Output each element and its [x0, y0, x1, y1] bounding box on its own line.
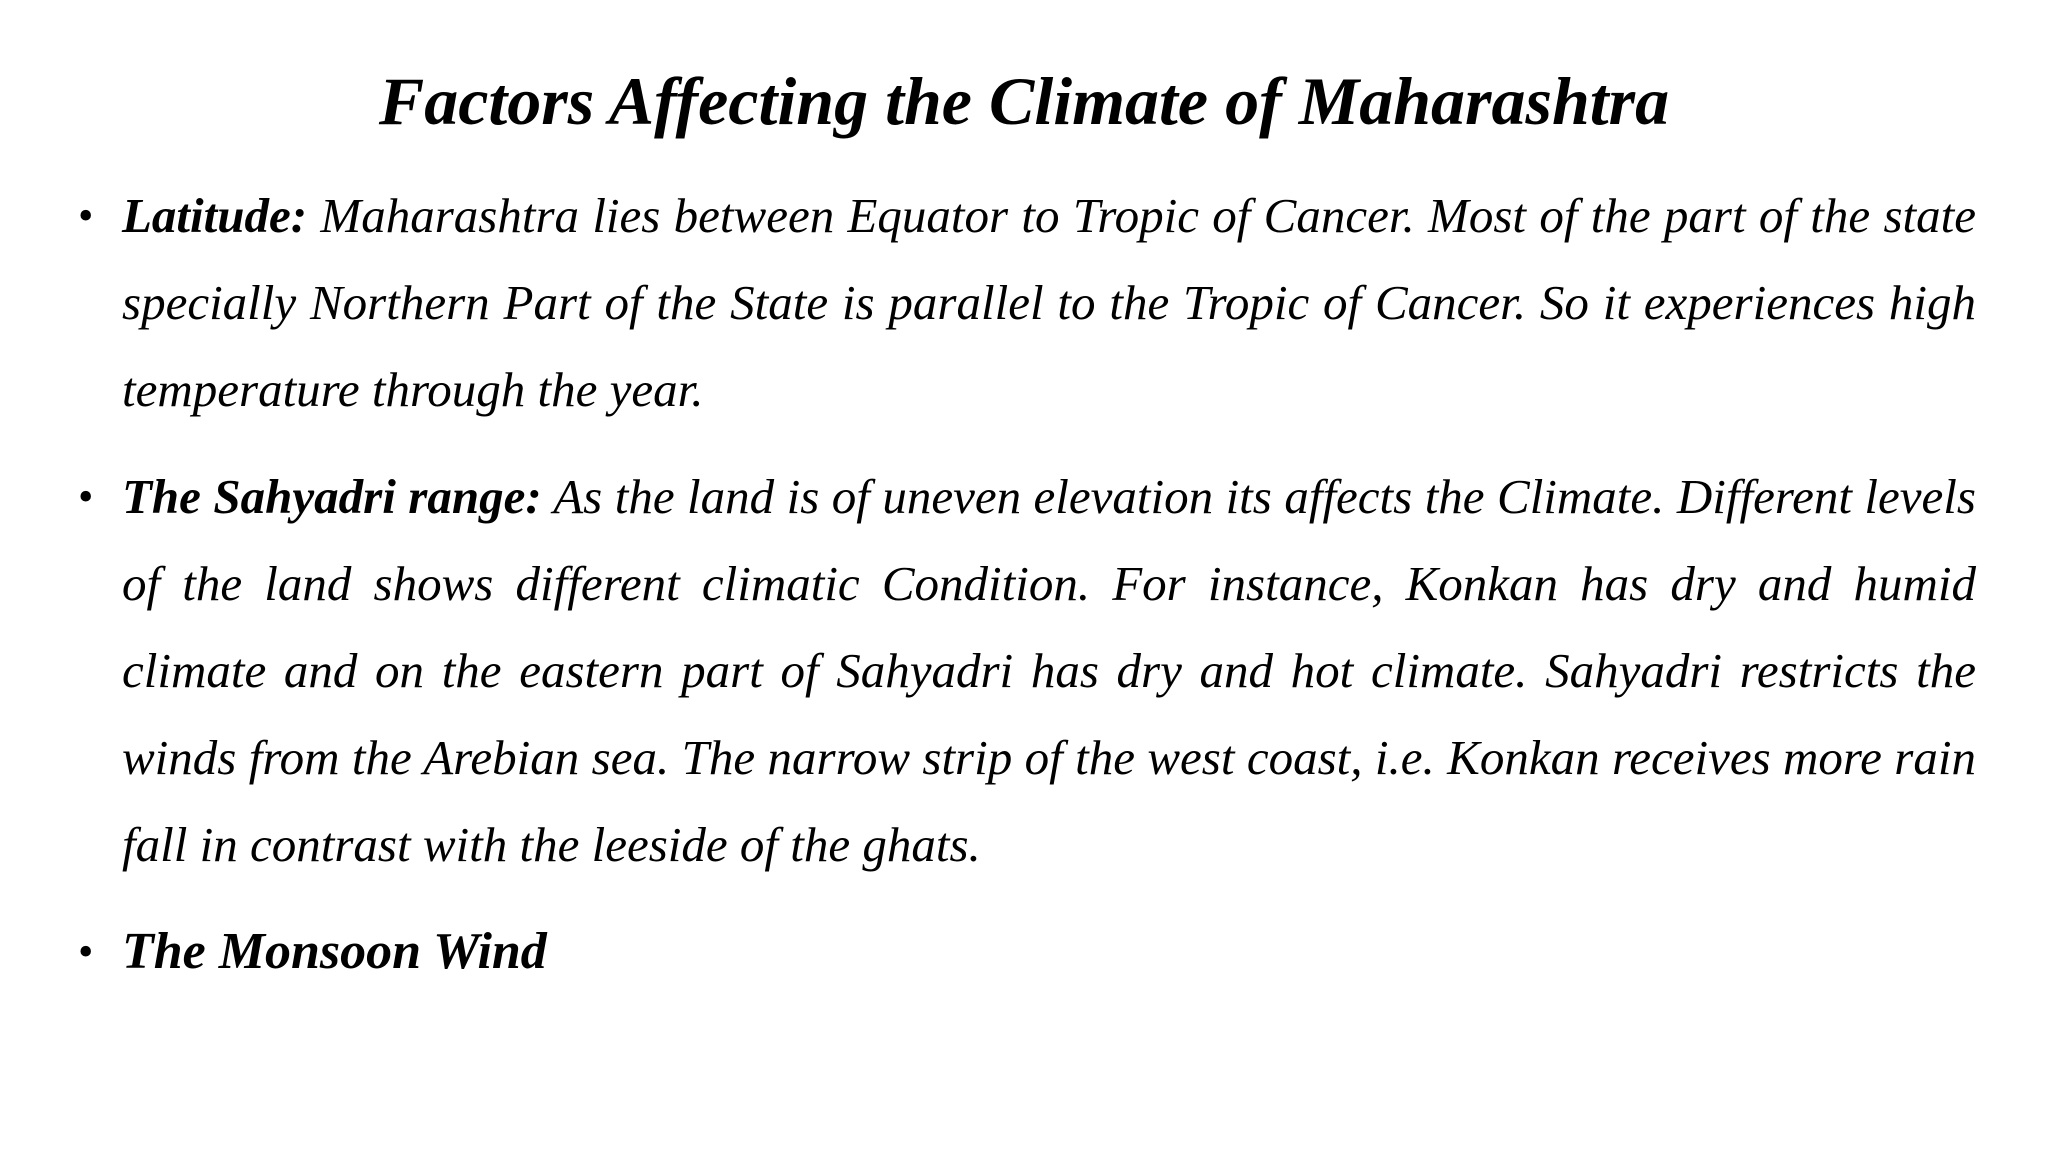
- bullet-term: The Sahyadri range:: [122, 469, 542, 524]
- bullet-dot-icon: •: [78, 472, 94, 521]
- bullet-item-sahyadri-range: [78, 453, 1976, 888]
- bullet-dot-icon: •: [78, 927, 94, 976]
- bullet-list: [78, 172, 1976, 995]
- bullet-text: Maharashtra lies between Equator to Tropic of Cancer. Most of the part of the state specially Northern Part of the State is parallel to the Tropic of Cancer. So it experiences high temperature through the year.: [122, 188, 1976, 417]
- bullet-dot-icon: •: [78, 191, 94, 240]
- bullet-term: The Monsoon Wind: [122, 923, 547, 980]
- bullet-item-latitude: [78, 172, 1976, 433]
- slide-title: Factors Affecting the Climate of Maharashtra: [378, 63, 1670, 139]
- bullet-item-monsoon-wind: [78, 908, 1976, 995]
- bullet-term: Latitude:: [122, 188, 308, 243]
- bullet-text: As the land is of uneven elevation its affects the Climate. Different levels of the land shows different climatic Condition. For instance, Konkan has dry and humid climate and on the eastern part of Sahyadri has dry and hot climate. Sahyadri restricts the winds from the Arebian sea. The narrow strip of the west coast, i.e. Konkan receives more rain fall in contrast with the leeside of the ghats.: [122, 469, 1976, 872]
